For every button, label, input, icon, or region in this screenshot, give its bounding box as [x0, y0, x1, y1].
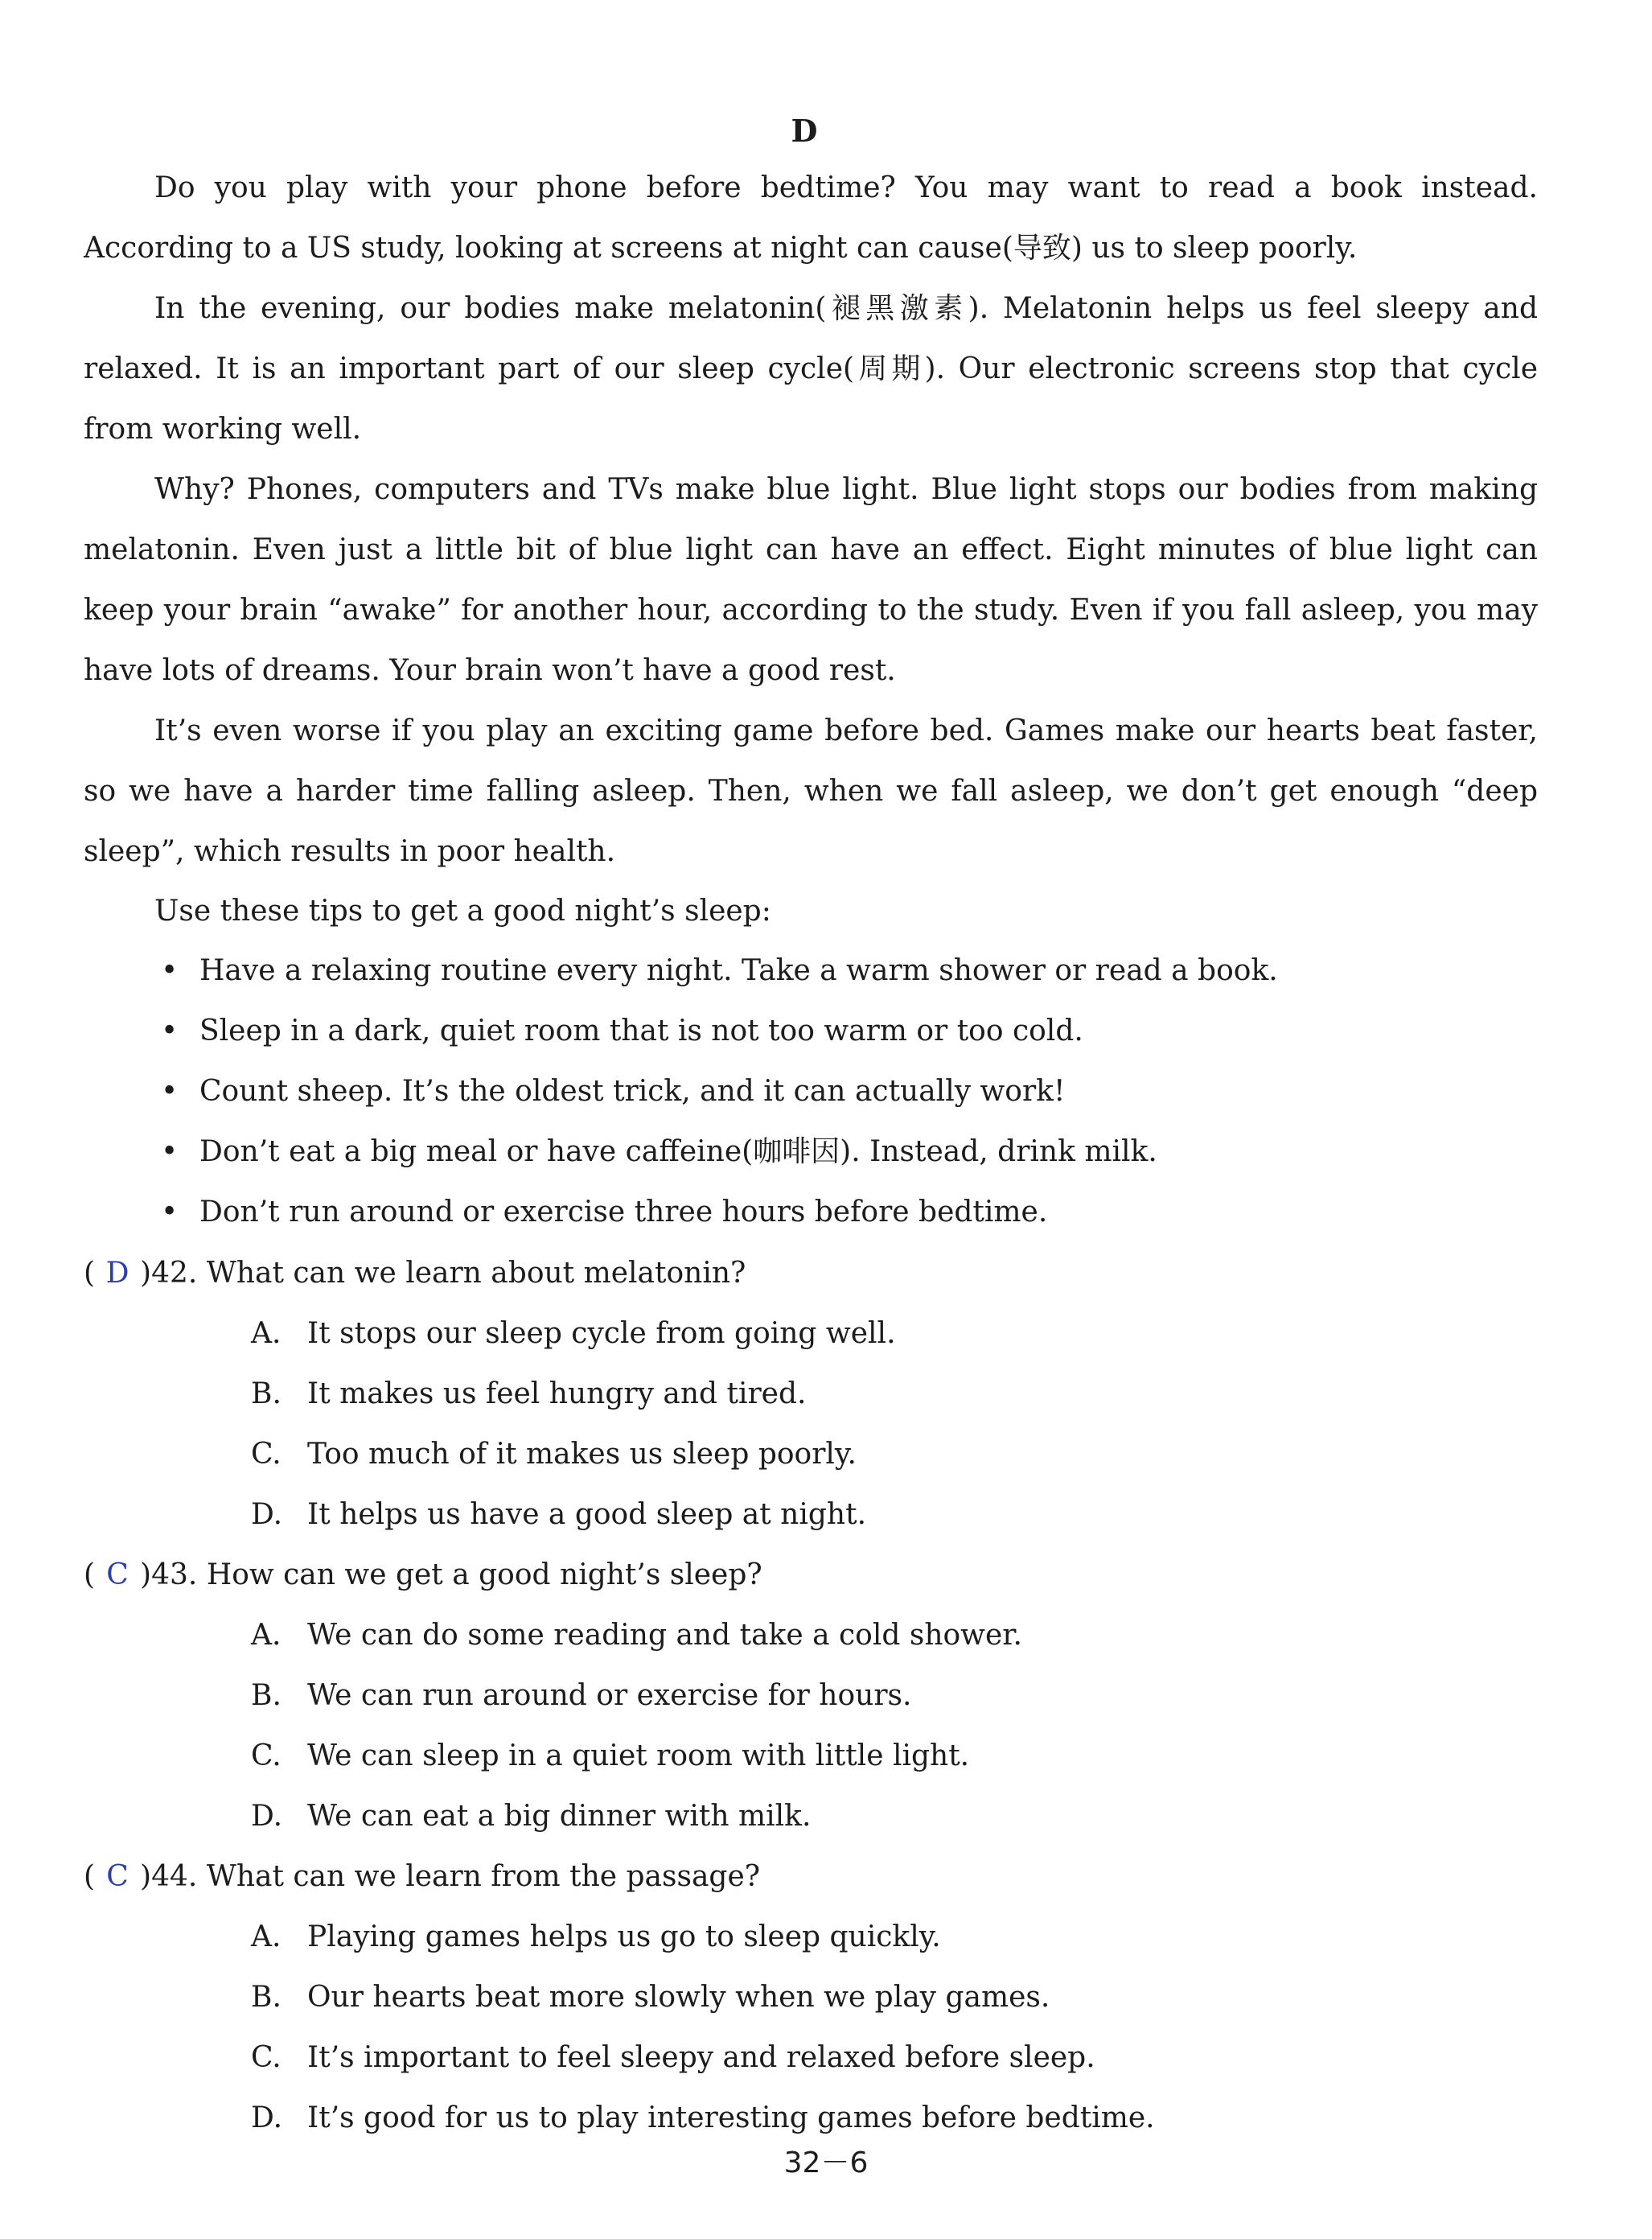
option-42-d: [251, 1484, 866, 1545]
option-letter: D.: [251, 1800, 283, 1833]
option-text: Too much of it makes us sleep poorly.: [307, 1438, 857, 1471]
option-letter: A.: [251, 1619, 281, 1652]
option-text: It makes us feel hungry and tired.: [307, 1377, 807, 1410]
bullet-icon: •: [161, 1135, 179, 1168]
answer-paren-open: (: [84, 1257, 96, 1290]
question-text: What can we learn from the passage?: [206, 1860, 761, 1893]
option-43-d: [251, 1786, 811, 1846]
option-text: Our hearts beat more slowly when we play games.: [307, 1981, 1050, 2014]
option-letter: C.: [251, 2041, 281, 2074]
option-text: It helps us have a good sleep at night.: [307, 1498, 867, 1531]
option-42-b: [251, 1364, 806, 1424]
question-44: [84, 1846, 760, 1907]
bullet-icon: •: [161, 954, 179, 987]
answer-paren-open: (: [84, 1558, 96, 1591]
question-number: 43.: [151, 1558, 198, 1591]
option-42-c: [251, 1424, 857, 1484]
question-number: 44.: [151, 1860, 198, 1893]
answer-mark: D: [105, 1257, 129, 1290]
tip-item: [161, 1122, 1278, 1182]
option-text: Playing games helps us go to sleep quickly.: [307, 1920, 941, 1953]
option-letter: B.: [251, 1679, 281, 1712]
tips-list: [161, 940, 1278, 1242]
paragraph-3: Why? Phones, computers and TVs make blue light. Blue light stops our bodies from making melatonin. Even just a little bit of blue light can have an effect. Eight minutes of blue light can keep your brain “awake” for another hour, according to the study. Even if you fall asleep, you may have lots of dreams. Your brain won’t have a good rest.: [84, 473, 1538, 687]
question-42: [84, 1243, 746, 1303]
tip-item: [161, 1061, 1278, 1122]
answer-paren-open: (: [84, 1860, 96, 1893]
option-44-a: [251, 1907, 941, 1967]
option-letter: C.: [251, 1739, 281, 1772]
option-text: It stops our sleep cycle from going well.: [307, 1317, 896, 1350]
bullet-icon: •: [161, 1015, 179, 1047]
question-number: 42.: [151, 1257, 198, 1290]
option-43-a: [251, 1605, 1022, 1665]
paragraph-4: It’s even worse if you play an exciting game before bed. Games make our hearts beat faster, so we have a harder time falling asleep. Then, when we fall asleep, we don’t get enough “deep sleep”, which results in poor health.: [84, 714, 1538, 868]
answer-paren-close: ): [140, 1257, 152, 1290]
section-title: D: [791, 113, 818, 149]
answer-mark: C: [106, 1558, 129, 1591]
answer-paren-close: ): [140, 1860, 152, 1893]
option-letter: A.: [251, 1317, 281, 1350]
tip-item: [161, 1182, 1278, 1242]
option-letter: A.: [251, 1920, 281, 1953]
option-text: We can do some reading and take a cold shower.: [307, 1619, 1022, 1652]
option-letter: D.: [251, 2101, 283, 2134]
option-text: It’s important to feel sleepy and relaxed before sleep.: [307, 2041, 1095, 2074]
paragraph-1: Do you play with your phone before bedtime? You may want to read a book instead. According to a US study, looking at screens at night can cause(导致) us to sleep poorly.: [84, 171, 1538, 265]
bullet-icon: •: [161, 1075, 179, 1108]
option-letter: C.: [251, 1438, 281, 1471]
tips-intro: Use these tips to get a good night’s sleep:: [154, 895, 771, 928]
option-text: We can sleep in a quiet room with little light.: [307, 1739, 970, 1772]
option-44-b: [251, 1967, 1050, 2027]
question-43: [84, 1545, 762, 1605]
answer-mark: C: [106, 1860, 129, 1893]
tip-text: Count sheep. It’s the oldest trick, and it can actually work!: [199, 1075, 1066, 1108]
option-text: We can eat a big dinner with milk.: [307, 1800, 812, 1833]
option-42-a: [251, 1303, 896, 1364]
paragraph-2: In the evening, our bodies make melatonin(褪黑激素). Melatonin helps us feel sleepy and relaxed. It is an important part of our sleep cycle(周期). Our electronic screens stop that cycle from working well.: [84, 292, 1538, 446]
tip-text: Don’t run around or exercise three hours before bedtime.: [199, 1196, 1048, 1229]
option-44-d: [251, 2088, 1155, 2148]
tip-text: Sleep in a dark, quiet room that is not too warm or too cold.: [199, 1015, 1083, 1047]
option-letter: B.: [251, 1377, 281, 1410]
option-letter: D.: [251, 1498, 283, 1531]
question-text: How can we get a good night’s sleep?: [206, 1558, 762, 1591]
option-text: We can run around or exercise for hours.: [307, 1679, 912, 1712]
option-text: It’s good for us to play interesting games before bedtime.: [307, 2101, 1155, 2134]
page-number: 32－6: [783, 2146, 869, 2179]
answer-paren-close: ): [140, 1558, 152, 1591]
option-44-c: [251, 2027, 1095, 2088]
bullet-icon: •: [161, 1196, 179, 1229]
tip-item: [161, 1001, 1278, 1061]
tip-text: Don’t eat a big meal or have caffeine(咖啡因). Instead, drink milk.: [199, 1135, 1157, 1168]
option-43-b: [251, 1665, 911, 1726]
option-43-c: [251, 1726, 969, 1786]
tip-item: [161, 940, 1278, 1001]
question-text: What can we learn about melatonin?: [206, 1257, 746, 1290]
option-letter: B.: [251, 1981, 281, 2014]
tip-text: Have a relaxing routine every night. Take a warm shower or read a book.: [199, 954, 1278, 987]
